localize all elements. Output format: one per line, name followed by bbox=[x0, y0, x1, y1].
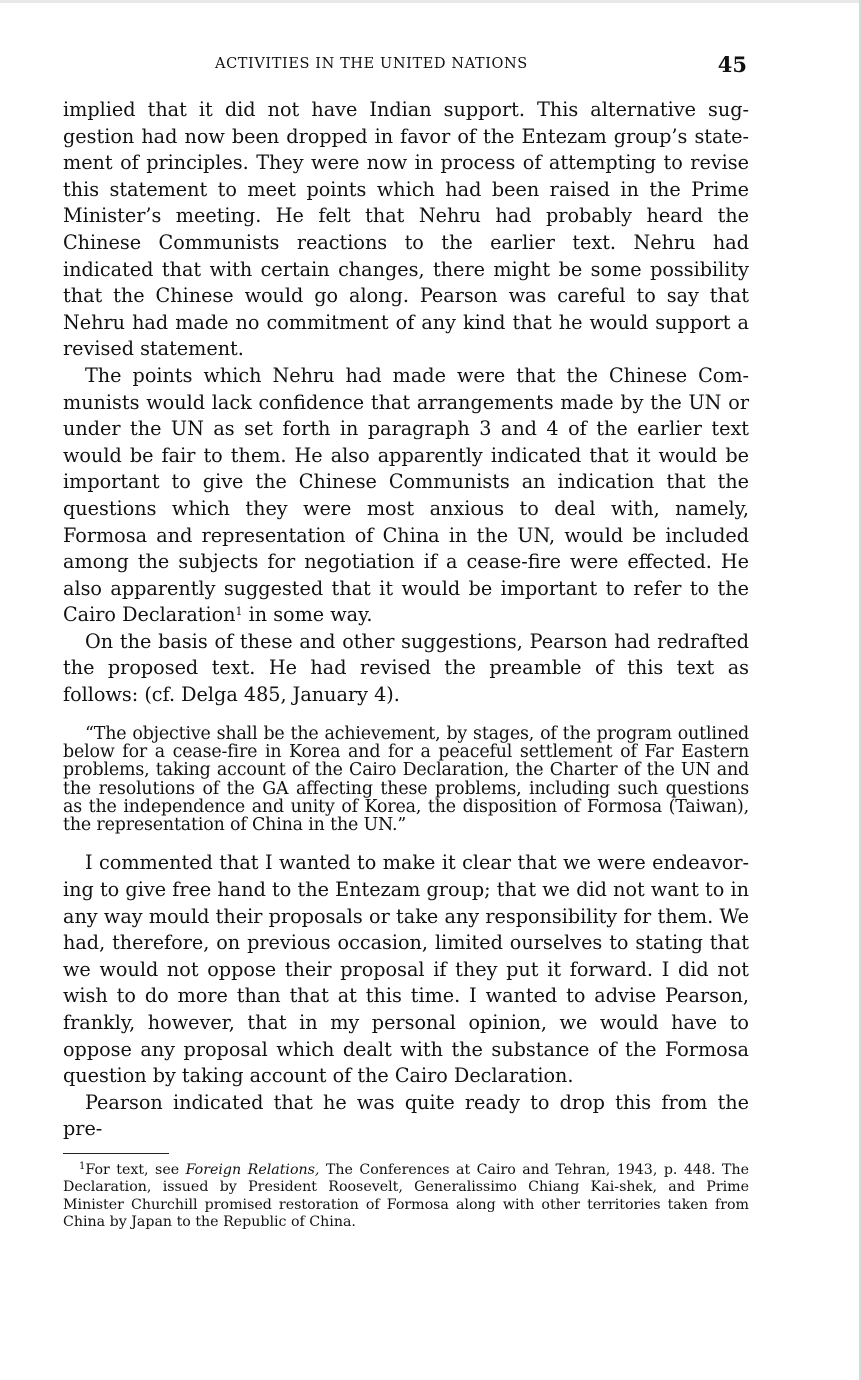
paragraph-2-text: The points which Nehru had made were that the Chinese Communists would lack confidence that arrangements made by the UN or under the UN as set forth in paragraph 3 and 4 of the earlier text would be fair to them. He also apparently indicated that it would be important to give the Chinese Communists an indication that the questions which they were most anxious to deal with, namely, Formosa and representation of China in the UN, would be included among the subjects for negotiation if a cease-fire were effected. He also apparently suggested that it would be important to refer to the Cairo Declaration bbox=[63, 363, 749, 627]
paragraph-4: I commented that I wanted to make it clear that we were endeavoring to give free hand to the Entezam group; that we did not want to in any way mould their proposals or take any responsibility for them. We had, therefore, on previous occasion, limited ourselves to stating that we would not oppose their proposal if they put it forward. I did not wish to do more than that at this time. I wanted to advise Pearson, frankly, however, that in my personal opinion, we would have to oppose any proposal which dealt with the substance of the Formosa question by taking account of the Cairo Declaration. bbox=[63, 851, 749, 1088]
page-header bbox=[63, 52, 749, 76]
block-quote: “The objective shall be the achievement, by stages, of the program outlined below for a cease-fire in Korea and for a peaceful settlement of Far Eastern problems, taking account of the Cairo Declaration, the Charter of the UN and the resolutions of the GA affecting these problems, including such questions as the independence and unity of Korea, the disposition of Formosa (Taiwan), the representation of China in the UN.” bbox=[63, 723, 749, 836]
footnote-lead: For text, see bbox=[85, 1161, 186, 1178]
running-head: ACTIVITIES IN THE UNITED NATIONS bbox=[215, 56, 528, 72]
paragraph-3: On the basis of these and other suggestions, Pearson had redrafted the proposed text. He had revised the preamble of this text as follows: (cf. Delga 485, January 4). bbox=[63, 629, 749, 707]
footnote-rest: The Conferences at Cairo and Tehran, 1943, p. 448. The Declaration, issued by President Roosevelt, Generalissimo Chiang Kai-shek, and Prime Minister Churchill promised restoration of Formosa along with other territories taken from China by Japan to the Republic of China. bbox=[63, 1161, 749, 1230]
footnote-divider bbox=[63, 1153, 169, 1154]
footnote-marker: 1 bbox=[79, 1160, 86, 1172]
body-text bbox=[63, 97, 749, 1231]
paragraph-2-tail: in some way. bbox=[242, 603, 373, 627]
top-edge-rule bbox=[0, 0, 861, 3]
paragraph-1: implied that it did not have Indian support. This alternative suggestion had now been dropped in favor of the Entezam group’s statement of principles. They were now in process of attempting to revise this statement to meet points which had been raised in the Prime Minister’s meeting. He felt that Nehru had probably heard the Chinese Communists reactions to the earlier text. Nehru had indicated that with certain changes, there might be some possibility that the Chinese would go along. Pearson was careful to say that Nehru had made no commitment of any kind that he would support a revised statement. bbox=[63, 98, 749, 361]
page-number: 45 bbox=[717, 52, 747, 77]
footnote-reference: 1 bbox=[235, 605, 243, 619]
paragraph-5: Pearson indicated that he was quite ready to drop this from the pre- bbox=[63, 1090, 749, 1141]
paragraph-2 bbox=[63, 363, 749, 629]
footnote bbox=[63, 1162, 749, 1231]
footnote-title: Foreign Relations, bbox=[185, 1161, 320, 1178]
